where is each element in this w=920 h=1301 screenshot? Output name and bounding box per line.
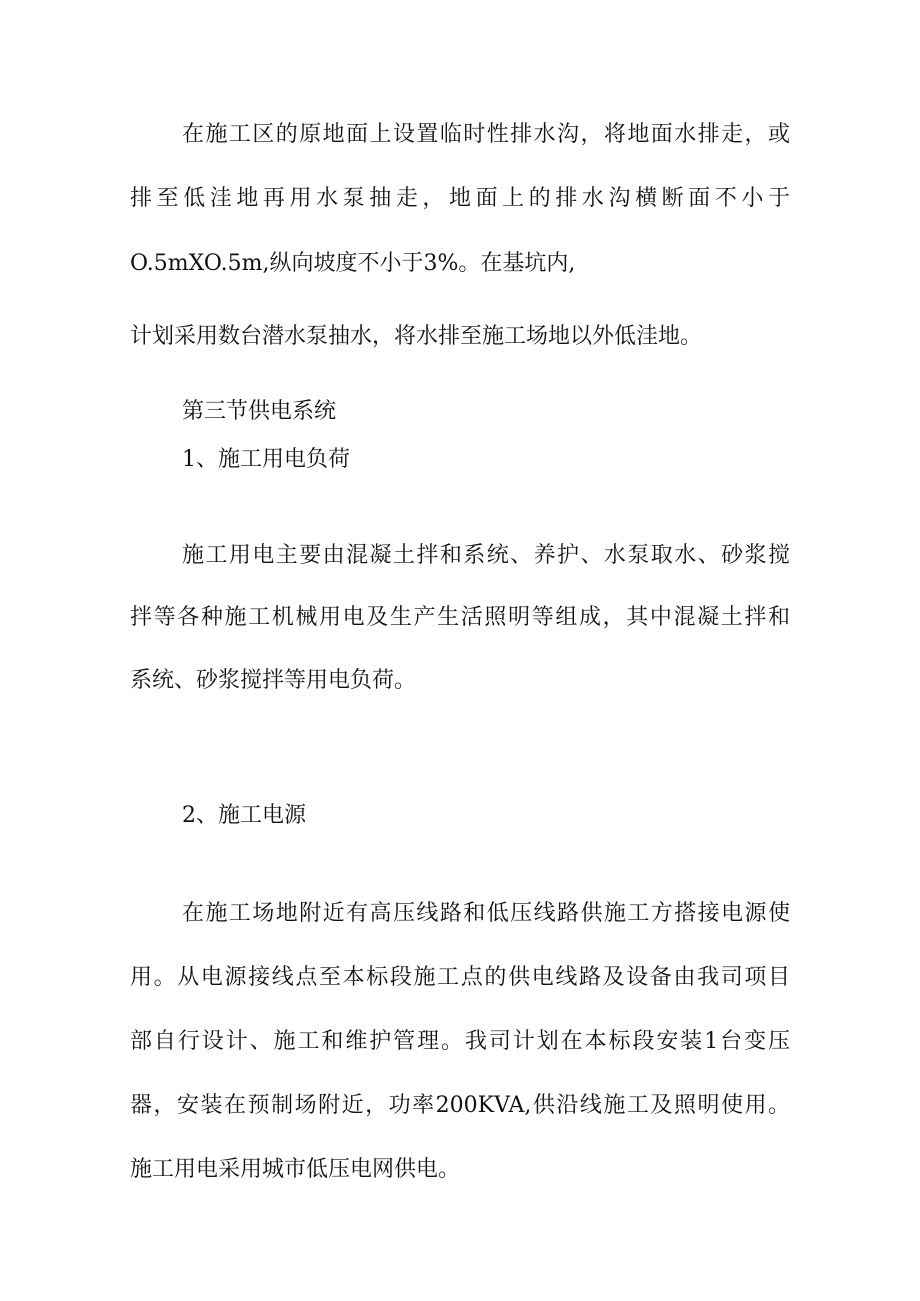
- paragraph-1-line-4: 计划采用数台潜水泵抽水，将水排至施工场地以外低洼地。: [130, 324, 703, 349]
- paragraph-3-line-2: 用。从电源接线点至本标段施工点的供电线路及设备由我司项目: [130, 965, 790, 990]
- heading-power-source: 2、施工电源: [182, 803, 306, 828]
- paragraph-2-line-3: 系统、砂浆搅拌等用电负荷。: [130, 668, 417, 693]
- paragraph-1-line-3: O.5mXO.5m,纵向坡度不小于3%。在基坑内,: [130, 251, 576, 276]
- heading-power-load: 1、施工用电负荷: [182, 447, 350, 472]
- paragraph-1-line-2: 排至低洼地再用水泵抽走，地面上的排水沟横断面不小于: [130, 186, 790, 211]
- paragraph-3-line-3: 部自行设计、施工和维护管理。我司计划在本标段安装1台变压: [130, 1029, 790, 1054]
- paragraph-3-line-1: 在施工场地附近有高压线路和低压线路供施工方搭接电源使: [182, 901, 790, 926]
- paragraph-1-line-1: 在施工区的原地面上设置临时性排水沟，将地面水排走，或: [182, 122, 790, 147]
- section-title: 第三节供电系统: [182, 399, 337, 424]
- paragraph-3-line-5: 施工用电采用城市低压电网供电。: [130, 1157, 461, 1182]
- paragraph-2-line-2: 拌等各种施工机械用电及生产生活照明等组成，其中混凝土拌和: [130, 605, 790, 630]
- paragraph-3-line-4: 器，安装在预制场附近，功率200KVA,供沿线施工及照明使用。: [130, 1093, 790, 1118]
- paragraph-2-line-1: 施工用电主要由混凝土拌和系统、养护、水泵取水、砂浆搅: [182, 543, 790, 568]
